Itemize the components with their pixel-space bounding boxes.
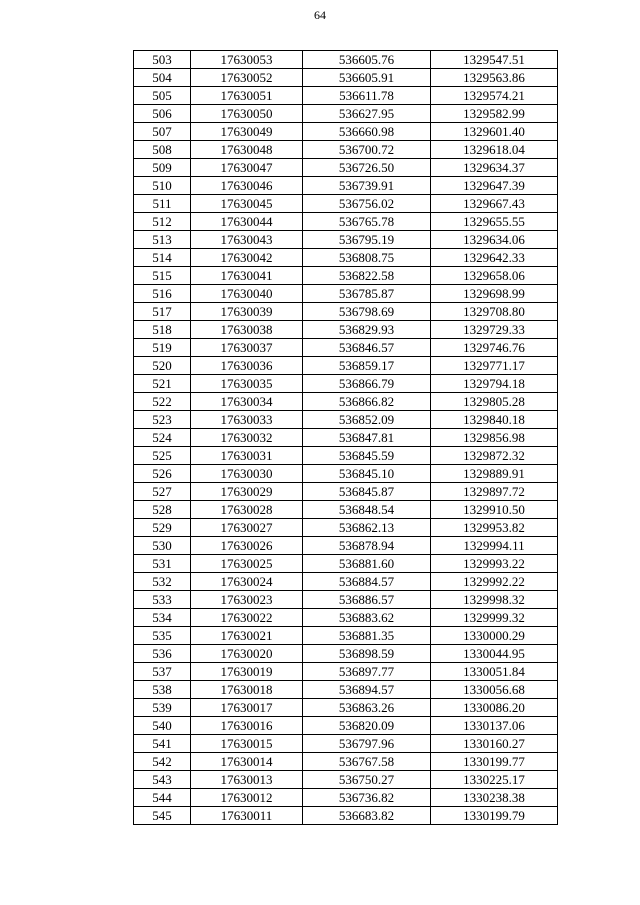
point-id-cell: 17630041 bbox=[191, 267, 303, 285]
x-coordinate-cell: 536852.09 bbox=[303, 411, 431, 429]
table-row bbox=[134, 807, 558, 825]
table-row bbox=[134, 663, 558, 681]
table-row bbox=[134, 645, 558, 663]
point-id-cell: 17630038 bbox=[191, 321, 303, 339]
y-coordinate-cell: 1329634.06 bbox=[431, 231, 558, 249]
point-id-cell: 17630049 bbox=[191, 123, 303, 141]
point-id-cell: 17630032 bbox=[191, 429, 303, 447]
x-coordinate-cell: 536881.60 bbox=[303, 555, 431, 573]
table-row bbox=[134, 627, 558, 645]
point-id-cell: 17630012 bbox=[191, 789, 303, 807]
x-coordinate-cell: 536847.81 bbox=[303, 429, 431, 447]
point-id-cell: 17630043 bbox=[191, 231, 303, 249]
x-coordinate-cell: 536897.77 bbox=[303, 663, 431, 681]
point-number-cell: 545 bbox=[134, 807, 191, 825]
x-coordinate-cell: 536795.19 bbox=[303, 231, 431, 249]
y-coordinate-cell: 1329698.99 bbox=[431, 285, 558, 303]
point-number-cell: 513 bbox=[134, 231, 191, 249]
point-id-cell: 17630023 bbox=[191, 591, 303, 609]
point-id-cell: 17630037 bbox=[191, 339, 303, 357]
y-coordinate-cell: 1330137.06 bbox=[431, 717, 558, 735]
x-coordinate-cell: 536820.09 bbox=[303, 717, 431, 735]
table-row bbox=[134, 573, 558, 591]
table-row bbox=[134, 159, 558, 177]
table-row bbox=[134, 141, 558, 159]
table-row bbox=[134, 429, 558, 447]
point-number-cell: 532 bbox=[134, 573, 191, 591]
x-coordinate-cell: 536883.62 bbox=[303, 609, 431, 627]
table-row bbox=[134, 195, 558, 213]
table-row bbox=[134, 123, 558, 141]
point-id-cell: 17630017 bbox=[191, 699, 303, 717]
point-number-cell: 519 bbox=[134, 339, 191, 357]
y-coordinate-cell: 1329655.55 bbox=[431, 213, 558, 231]
y-coordinate-cell: 1330225.17 bbox=[431, 771, 558, 789]
point-id-cell: 17630047 bbox=[191, 159, 303, 177]
table-row bbox=[134, 681, 558, 699]
x-coordinate-cell: 536863.26 bbox=[303, 699, 431, 717]
table-row bbox=[134, 321, 558, 339]
x-coordinate-cell: 536750.27 bbox=[303, 771, 431, 789]
point-number-cell: 516 bbox=[134, 285, 191, 303]
x-coordinate-cell: 536894.57 bbox=[303, 681, 431, 699]
page-number: 64 bbox=[314, 8, 326, 22]
x-coordinate-cell: 536848.54 bbox=[303, 501, 431, 519]
y-coordinate-cell: 1330000.29 bbox=[431, 627, 558, 645]
table-row bbox=[134, 393, 558, 411]
y-coordinate-cell: 1329647.39 bbox=[431, 177, 558, 195]
x-coordinate-cell: 536866.79 bbox=[303, 375, 431, 393]
x-coordinate-cell: 536739.91 bbox=[303, 177, 431, 195]
y-coordinate-cell: 1330199.79 bbox=[431, 807, 558, 825]
point-id-cell: 17630036 bbox=[191, 357, 303, 375]
point-id-cell: 17630053 bbox=[191, 51, 303, 69]
y-coordinate-cell: 1329805.28 bbox=[431, 393, 558, 411]
point-number-cell: 524 bbox=[134, 429, 191, 447]
x-coordinate-cell: 536767.58 bbox=[303, 753, 431, 771]
table-row bbox=[134, 519, 558, 537]
x-coordinate-cell: 536886.57 bbox=[303, 591, 431, 609]
point-id-cell: 17630014 bbox=[191, 753, 303, 771]
point-number-cell: 521 bbox=[134, 375, 191, 393]
point-number-cell: 512 bbox=[134, 213, 191, 231]
point-number-cell: 523 bbox=[134, 411, 191, 429]
y-coordinate-cell: 1330238.38 bbox=[431, 789, 558, 807]
point-number-cell: 527 bbox=[134, 483, 191, 501]
y-coordinate-cell: 1329993.22 bbox=[431, 555, 558, 573]
point-id-cell: 17630021 bbox=[191, 627, 303, 645]
y-coordinate-cell: 1329563.86 bbox=[431, 69, 558, 87]
point-number-cell: 529 bbox=[134, 519, 191, 537]
point-id-cell: 17630051 bbox=[191, 87, 303, 105]
point-id-cell: 17630044 bbox=[191, 213, 303, 231]
x-coordinate-cell: 536846.57 bbox=[303, 339, 431, 357]
point-id-cell: 17630039 bbox=[191, 303, 303, 321]
table-row bbox=[134, 249, 558, 267]
y-coordinate-cell: 1329582.99 bbox=[431, 105, 558, 123]
point-number-cell: 515 bbox=[134, 267, 191, 285]
table-row bbox=[134, 447, 558, 465]
x-coordinate-cell: 536756.02 bbox=[303, 195, 431, 213]
x-coordinate-cell: 536627.95 bbox=[303, 105, 431, 123]
y-coordinate-cell: 1330044.95 bbox=[431, 645, 558, 663]
table-row bbox=[134, 87, 558, 105]
point-number-cell: 517 bbox=[134, 303, 191, 321]
x-coordinate-cell: 536736.82 bbox=[303, 789, 431, 807]
y-coordinate-cell: 1329953.82 bbox=[431, 519, 558, 537]
point-number-cell: 528 bbox=[134, 501, 191, 519]
table-row bbox=[134, 609, 558, 627]
point-id-cell: 17630025 bbox=[191, 555, 303, 573]
y-coordinate-cell: 1329667.43 bbox=[431, 195, 558, 213]
point-id-cell: 17630026 bbox=[191, 537, 303, 555]
x-coordinate-cell: 536797.96 bbox=[303, 735, 431, 753]
x-coordinate-cell: 536611.78 bbox=[303, 87, 431, 105]
table-row bbox=[134, 105, 558, 123]
point-number-cell: 520 bbox=[134, 357, 191, 375]
y-coordinate-cell: 1329889.91 bbox=[431, 465, 558, 483]
y-coordinate-cell: 1329642.33 bbox=[431, 249, 558, 267]
point-number-cell: 510 bbox=[134, 177, 191, 195]
point-number-cell: 506 bbox=[134, 105, 191, 123]
y-coordinate-cell: 1329998.32 bbox=[431, 591, 558, 609]
point-id-cell: 17630030 bbox=[191, 465, 303, 483]
y-coordinate-cell: 1330160.27 bbox=[431, 735, 558, 753]
y-coordinate-cell: 1329872.32 bbox=[431, 447, 558, 465]
point-id-cell: 17630048 bbox=[191, 141, 303, 159]
y-coordinate-cell: 1329658.06 bbox=[431, 267, 558, 285]
y-coordinate-cell: 1329729.33 bbox=[431, 321, 558, 339]
y-coordinate-cell: 1329574.21 bbox=[431, 87, 558, 105]
y-coordinate-cell: 1329708.80 bbox=[431, 303, 558, 321]
point-id-cell: 17630035 bbox=[191, 375, 303, 393]
point-number-cell: 509 bbox=[134, 159, 191, 177]
point-number-cell: 504 bbox=[134, 69, 191, 87]
x-coordinate-cell: 536683.82 bbox=[303, 807, 431, 825]
x-coordinate-cell: 536884.57 bbox=[303, 573, 431, 591]
point-id-cell: 17630018 bbox=[191, 681, 303, 699]
x-coordinate-cell: 536866.82 bbox=[303, 393, 431, 411]
table-row bbox=[134, 555, 558, 573]
point-id-cell: 17630024 bbox=[191, 573, 303, 591]
point-number-cell: 533 bbox=[134, 591, 191, 609]
point-number-cell: 538 bbox=[134, 681, 191, 699]
table-row bbox=[134, 267, 558, 285]
y-coordinate-cell: 1329746.76 bbox=[431, 339, 558, 357]
point-id-cell: 17630028 bbox=[191, 501, 303, 519]
x-coordinate-cell: 536898.59 bbox=[303, 645, 431, 663]
table-row bbox=[134, 753, 558, 771]
point-number-cell: 534 bbox=[134, 609, 191, 627]
x-coordinate-cell: 536765.78 bbox=[303, 213, 431, 231]
point-number-cell: 540 bbox=[134, 717, 191, 735]
point-id-cell: 17630011 bbox=[191, 807, 303, 825]
table-body bbox=[134, 51, 558, 825]
x-coordinate-cell: 536726.50 bbox=[303, 159, 431, 177]
point-number-cell: 536 bbox=[134, 645, 191, 663]
point-number-cell: 507 bbox=[134, 123, 191, 141]
x-coordinate-cell: 536822.58 bbox=[303, 267, 431, 285]
y-coordinate-cell: 1330056.68 bbox=[431, 681, 558, 699]
table-row bbox=[134, 357, 558, 375]
point-number-cell: 508 bbox=[134, 141, 191, 159]
y-coordinate-cell: 1329771.17 bbox=[431, 357, 558, 375]
table-row bbox=[134, 789, 558, 807]
y-coordinate-cell: 1330051.84 bbox=[431, 663, 558, 681]
point-id-cell: 17630042 bbox=[191, 249, 303, 267]
y-coordinate-cell: 1329840.18 bbox=[431, 411, 558, 429]
x-coordinate-cell: 536660.98 bbox=[303, 123, 431, 141]
point-id-cell: 17630029 bbox=[191, 483, 303, 501]
table-row bbox=[134, 483, 558, 501]
point-id-cell: 17630022 bbox=[191, 609, 303, 627]
point-id-cell: 17630019 bbox=[191, 663, 303, 681]
point-number-cell: 518 bbox=[134, 321, 191, 339]
x-coordinate-cell: 536845.87 bbox=[303, 483, 431, 501]
table-row bbox=[134, 213, 558, 231]
y-coordinate-cell: 1329999.32 bbox=[431, 609, 558, 627]
table-row bbox=[134, 699, 558, 717]
x-coordinate-cell: 536808.75 bbox=[303, 249, 431, 267]
table-row bbox=[134, 339, 558, 357]
y-coordinate-cell: 1330199.77 bbox=[431, 753, 558, 771]
point-number-cell: 514 bbox=[134, 249, 191, 267]
x-coordinate-cell: 536785.87 bbox=[303, 285, 431, 303]
point-number-cell: 535 bbox=[134, 627, 191, 645]
point-number-cell: 544 bbox=[134, 789, 191, 807]
point-number-cell: 530 bbox=[134, 537, 191, 555]
point-number-cell: 537 bbox=[134, 663, 191, 681]
table-row bbox=[134, 591, 558, 609]
table-row bbox=[134, 231, 558, 249]
x-coordinate-cell: 536845.59 bbox=[303, 447, 431, 465]
y-coordinate-cell: 1329547.51 bbox=[431, 51, 558, 69]
table-row bbox=[134, 735, 558, 753]
point-number-cell: 542 bbox=[134, 753, 191, 771]
x-coordinate-cell: 536605.76 bbox=[303, 51, 431, 69]
x-coordinate-cell: 536878.94 bbox=[303, 537, 431, 555]
point-id-cell: 17630034 bbox=[191, 393, 303, 411]
point-id-cell: 17630046 bbox=[191, 177, 303, 195]
table-row bbox=[134, 465, 558, 483]
point-number-cell: 541 bbox=[134, 735, 191, 753]
point-number-cell: 531 bbox=[134, 555, 191, 573]
x-coordinate-cell: 536862.13 bbox=[303, 519, 431, 537]
table-row bbox=[134, 51, 558, 69]
x-coordinate-cell: 536881.35 bbox=[303, 627, 431, 645]
point-id-cell: 17630015 bbox=[191, 735, 303, 753]
point-id-cell: 17630027 bbox=[191, 519, 303, 537]
point-id-cell: 17630040 bbox=[191, 285, 303, 303]
point-number-cell: 511 bbox=[134, 195, 191, 213]
coordinates-table bbox=[133, 50, 558, 825]
point-number-cell: 539 bbox=[134, 699, 191, 717]
point-id-cell: 17630016 bbox=[191, 717, 303, 735]
x-coordinate-cell: 536798.69 bbox=[303, 303, 431, 321]
x-coordinate-cell: 536859.17 bbox=[303, 357, 431, 375]
x-coordinate-cell: 536845.10 bbox=[303, 465, 431, 483]
y-coordinate-cell: 1329618.04 bbox=[431, 141, 558, 159]
y-coordinate-cell: 1329856.98 bbox=[431, 429, 558, 447]
y-coordinate-cell: 1329910.50 bbox=[431, 501, 558, 519]
y-coordinate-cell: 1330086.20 bbox=[431, 699, 558, 717]
point-id-cell: 17630050 bbox=[191, 105, 303, 123]
point-number-cell: 505 bbox=[134, 87, 191, 105]
y-coordinate-cell: 1329992.22 bbox=[431, 573, 558, 591]
x-coordinate-cell: 536700.72 bbox=[303, 141, 431, 159]
y-coordinate-cell: 1329601.40 bbox=[431, 123, 558, 141]
x-coordinate-cell: 536829.93 bbox=[303, 321, 431, 339]
point-id-cell: 17630033 bbox=[191, 411, 303, 429]
table-row bbox=[134, 537, 558, 555]
table-row bbox=[134, 303, 558, 321]
point-id-cell: 17630020 bbox=[191, 645, 303, 663]
table-row bbox=[134, 69, 558, 87]
point-number-cell: 525 bbox=[134, 447, 191, 465]
x-coordinate-cell: 536605.91 bbox=[303, 69, 431, 87]
y-coordinate-cell: 1329994.11 bbox=[431, 537, 558, 555]
table-row bbox=[134, 375, 558, 393]
y-coordinate-cell: 1329794.18 bbox=[431, 375, 558, 393]
y-coordinate-cell: 1329634.37 bbox=[431, 159, 558, 177]
point-number-cell: 543 bbox=[134, 771, 191, 789]
point-id-cell: 17630013 bbox=[191, 771, 303, 789]
point-id-cell: 17630045 bbox=[191, 195, 303, 213]
table-row bbox=[134, 501, 558, 519]
point-number-cell: 526 bbox=[134, 465, 191, 483]
point-id-cell: 17630052 bbox=[191, 69, 303, 87]
point-number-cell: 503 bbox=[134, 51, 191, 69]
table-row bbox=[134, 411, 558, 429]
point-number-cell: 522 bbox=[134, 393, 191, 411]
table-row bbox=[134, 285, 558, 303]
table-row bbox=[134, 177, 558, 195]
y-coordinate-cell: 1329897.72 bbox=[431, 483, 558, 501]
table-row bbox=[134, 771, 558, 789]
table-row bbox=[134, 717, 558, 735]
point-id-cell: 17630031 bbox=[191, 447, 303, 465]
